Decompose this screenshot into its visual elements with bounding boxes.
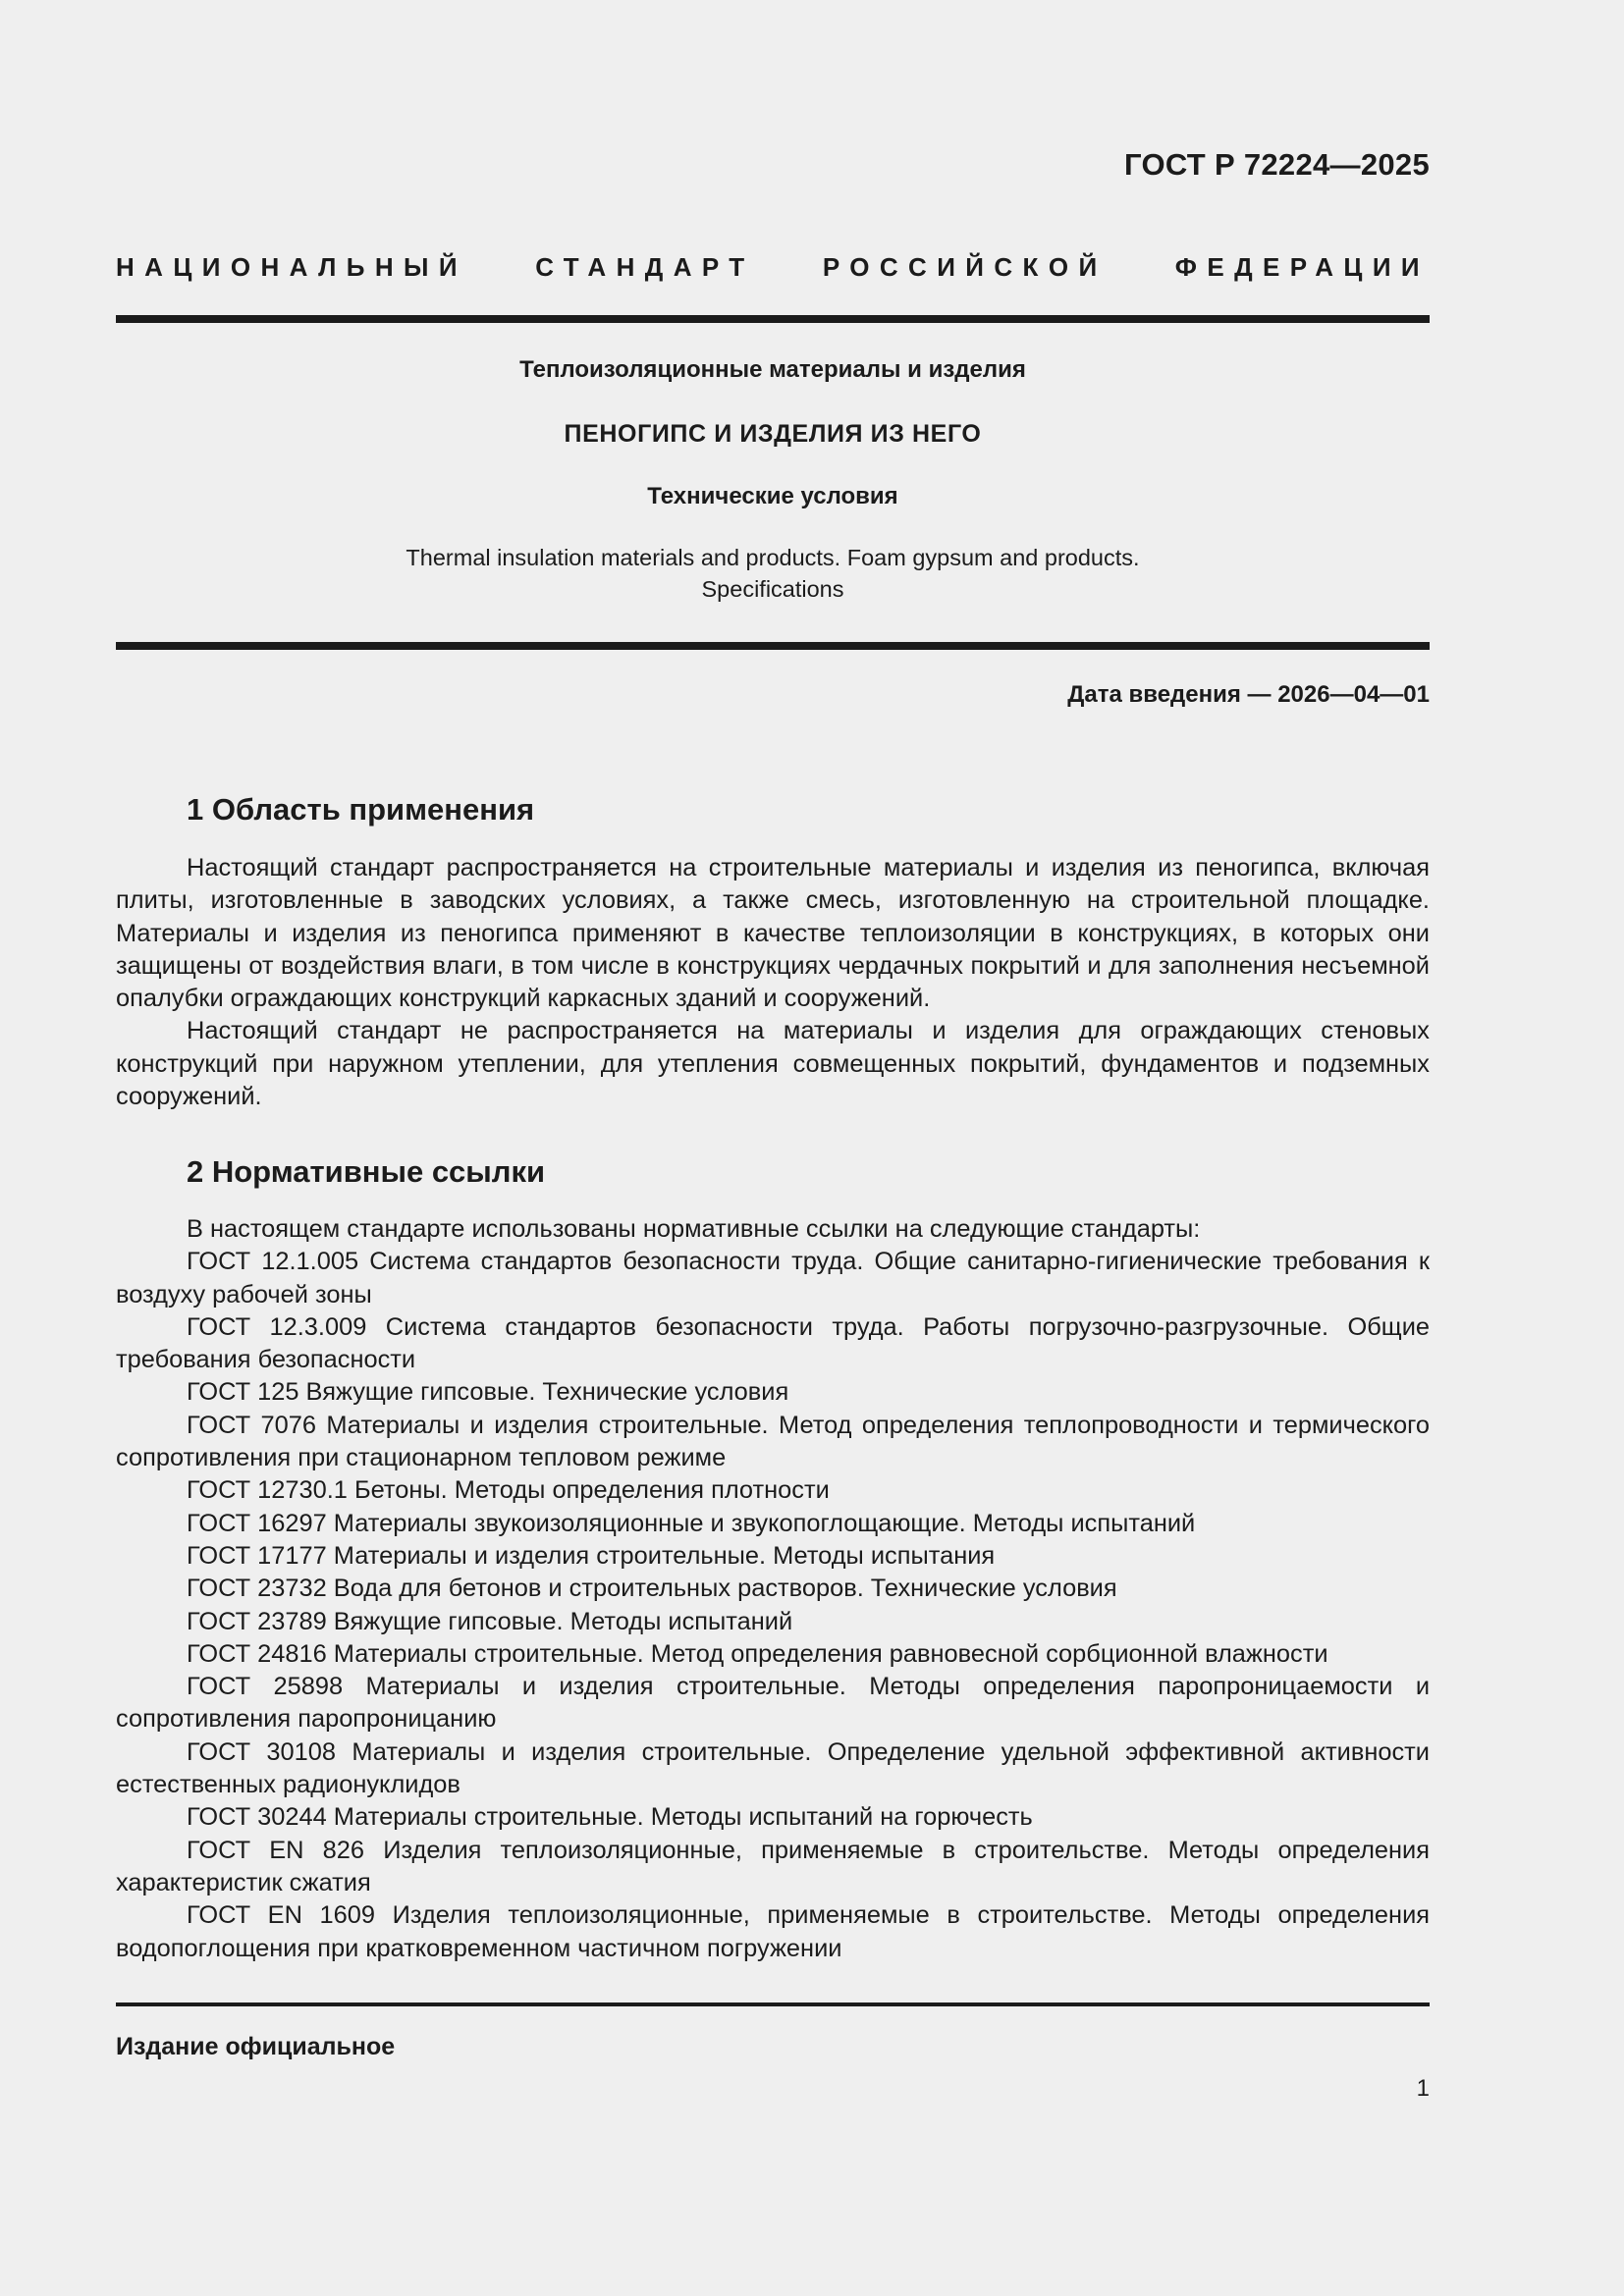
normative-reference: ГОСТ EN 1609 Изделия теплоизоляционные, применяемые в строительстве. Методы определения водопоглощения при кратковременном частичном погружении bbox=[116, 1901, 1430, 1962]
normative-reference: ГОСТ 7076 Материалы и изделия строительные. Метод определения теплопроводности и термического сопротивления при стационарном тепловом режиме bbox=[116, 1411, 1430, 1472]
normative-reference: ГОСТ 30244 Материалы строительные. Методы испытаний на горючесть bbox=[187, 1803, 1033, 1832]
header-divider-bottom bbox=[116, 642, 1430, 650]
normative-reference: ГОСТ 30108 Материалы и изделия строительные. Определение удельной эффективной активности естественных радионуклидов bbox=[116, 1737, 1430, 1799]
official-edition-note: Издание официальное bbox=[116, 2033, 396, 2060]
normative-reference: ГОСТ 17177 Материалы и изделия строительные. Методы испытания bbox=[187, 1541, 996, 1570]
title-english-line-1: Thermal insulation materials and products. Foam gypsum and products. bbox=[406, 545, 1140, 570]
section-2-intro: В настоящем стандарте использованы нормативные ссылки на следующие стандарты: bbox=[187, 1215, 1201, 1243]
title-main: ПЕНОГИПС И ИЗДЕЛИЯ ИЗ НЕГО bbox=[564, 420, 982, 448]
normative-reference: ГОСТ 12.1.005 Система стандартов безопасности труда. Общие санитарно-гигиенические требования к воздуху рабочей зоны bbox=[116, 1248, 1430, 1308]
normative-reference: ГОСТ 25898 Материалы и изделия строительные. Методы определения паропроницаемости и сопротивления паропроницанию bbox=[116, 1673, 1430, 1734]
normative-reference: ГОСТ 12.3.009 Система стандартов безопасности труда. Работы погрузочно-разгрузочные. Общие требования безопасности bbox=[116, 1312, 1430, 1374]
title-category: Теплоизоляционные материалы и изделия bbox=[519, 356, 1026, 383]
normative-reference: ГОСТ 23732 Вода для бетонов и строительных растворов. Технические условия bbox=[187, 1575, 1117, 1603]
introduction-date: Дата введения — 2026—04—01 bbox=[1067, 681, 1430, 708]
page-number: 1 bbox=[1416, 2075, 1430, 2102]
section-1-paragraph: Настоящий стандарт не распространяется на материалы и изделия для ограждающих стеновых конструкций при наружном утеплении, для утепления совмещенных покрытий, фундаментов и подземных сооружений. bbox=[116, 1017, 1430, 1111]
normative-reference: ГОСТ 125 Вяжущие гипсовые. Технические условия bbox=[187, 1378, 789, 1407]
document-page bbox=[116, 0, 1430, 2296]
title-english bbox=[116, 542, 1430, 605]
section-1-paragraph: Настоящий стандарт распространяется на строительные материалы и изделия из пеногипса, включая плиты, изготовленные в заводских условиях, а также смесь, изготовленную на строительной площадке. Материалы и изделия из пеногипса применяют в качестве теплоизоляции в конструкциях, в которых они защищены от воздействия влаги, в том числе в конструкциях чердачных покрытий и для заполнения несъемной опалубки ограждающих конструкций каркасных зданий и сооружений. bbox=[116, 854, 1430, 1013]
document-code: ГОСТ Р 72224—2025 bbox=[1124, 147, 1430, 182]
title-subtitle: Технические условия bbox=[647, 483, 898, 509]
footer-divider bbox=[116, 2002, 1430, 2006]
section-2-heading: 2 Нормативные ссылки bbox=[187, 1154, 546, 1189]
normative-reference: ГОСТ 16297 Материалы звукоизоляционные и звукопоглощающие. Методы испытаний bbox=[187, 1509, 1196, 1537]
normative-reference: ГОСТ 24816 Материалы строительные. Метод определения равновесной сорбционной влажности bbox=[187, 1639, 1328, 1668]
title-english-line-2: Specifications bbox=[701, 576, 844, 602]
section-1-heading: 1 Область применения bbox=[187, 792, 535, 827]
section-1-body bbox=[116, 852, 1430, 1113]
normative-reference: ГОСТ 23789 Вяжущие гипсовые. Методы испытаний bbox=[187, 1607, 793, 1635]
national-standard-title: НАЦИОНАЛЬНЫЙ СТАНДАРТ РОССИЙСКОЙ ФЕДЕРАЦИИ bbox=[116, 252, 1430, 282]
section-2-body bbox=[116, 1213, 1430, 1965]
header-divider-top bbox=[116, 315, 1430, 323]
normative-reference: ГОСТ 12730.1 Бетоны. Методы определения плотности bbox=[187, 1476, 830, 1505]
normative-reference: ГОСТ EN 826 Изделия теплоизоляционные, применяемые в строительстве. Методы определения характеристик сжатия bbox=[116, 1836, 1430, 1896]
